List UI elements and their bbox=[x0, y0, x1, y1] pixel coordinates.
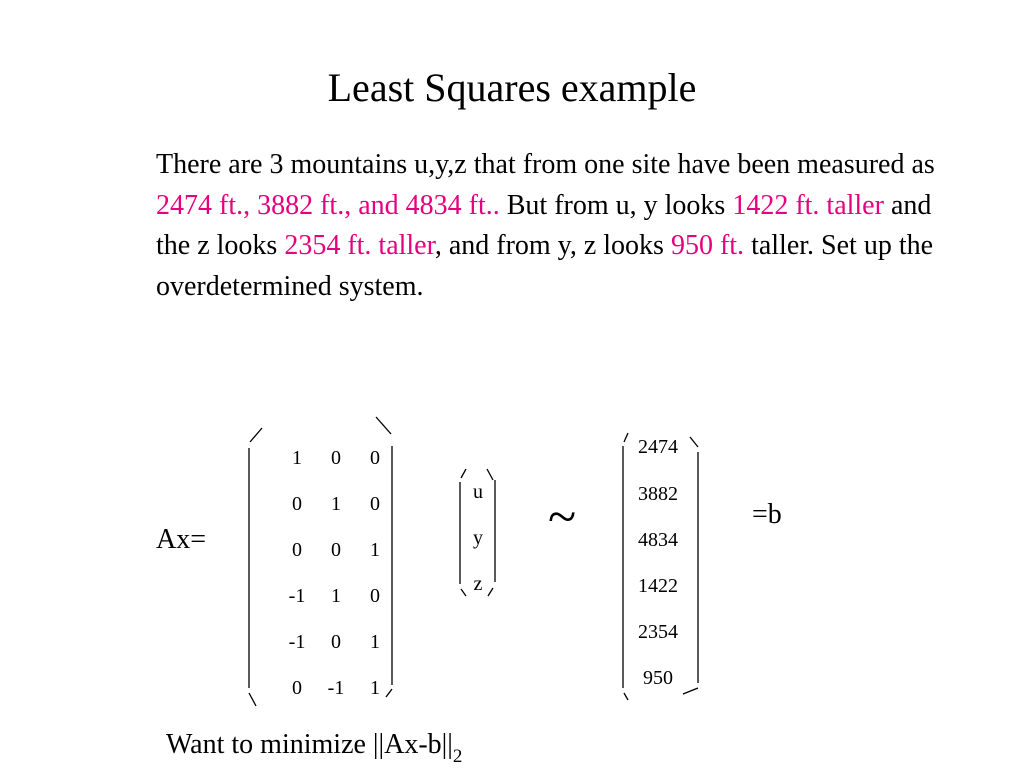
vector-b-entry: 1422 bbox=[638, 575, 678, 597]
matrix-a-left-top-hook bbox=[250, 428, 262, 442]
matrix-a-cell: 0 bbox=[370, 585, 380, 607]
matrix-a-cell: 1 bbox=[331, 493, 341, 515]
vector-b-entry: 4834 bbox=[638, 529, 678, 551]
matrix-a-cell: -1 bbox=[288, 585, 306, 607]
matrix-a-cell: -1 bbox=[327, 677, 345, 699]
norm-subscript: 2 bbox=[452, 746, 463, 767]
vector-b-entry: 950 bbox=[643, 667, 673, 689]
vector-b-left-bottom-hook bbox=[624, 693, 628, 700]
matrix-a-left-bottom-hook bbox=[249, 693, 256, 706]
matrix-a-cell: 0 bbox=[331, 447, 341, 469]
ax-label: Ax= bbox=[156, 524, 207, 555]
matrix-a-cell: 1 bbox=[292, 447, 302, 469]
vector-b-right-top-hook bbox=[690, 437, 698, 447]
highlighted-value: 2474 ft., 3882 ft., and 4834 ft.. bbox=[156, 189, 500, 221]
statement-text: and the z looks bbox=[156, 189, 932, 261]
matrix-a-cell: 0 bbox=[331, 539, 341, 561]
vector-b-entry: 3882 bbox=[638, 483, 678, 505]
vector-x-right-top-hook bbox=[487, 469, 493, 480]
matrix-a-cell: 1 bbox=[370, 677, 380, 699]
minimize-text: Want to minimize ||Ax-b|| bbox=[166, 729, 453, 760]
matrix-a-cell: 0 bbox=[370, 447, 380, 469]
statement-text: There are 3 mountains u,y,z that from one site have been measured as bbox=[156, 149, 935, 180]
matrix-a-cell: 0 bbox=[292, 539, 302, 561]
statement-text: , and from y, z looks bbox=[434, 230, 671, 261]
approx-symbol: ~ bbox=[548, 489, 577, 546]
matrix-a-right-top-hook bbox=[376, 417, 391, 434]
statement-text: But from u, y looks bbox=[499, 189, 733, 221]
vector-x-entry: z bbox=[473, 573, 483, 595]
vector-b-entry: 2354 bbox=[638, 621, 678, 643]
vector-x-left-top-hook bbox=[461, 469, 466, 478]
minimize-statement bbox=[166, 727, 462, 766]
highlighted-value: 2354 ft. taller bbox=[284, 230, 435, 261]
matrix-a-cell: 1 bbox=[370, 539, 380, 561]
matrix-a-cell: 0 bbox=[331, 631, 341, 653]
matrix-a-cell: 1 bbox=[331, 585, 341, 607]
vector-x-entry: u bbox=[473, 481, 483, 503]
matrix-a-cell: 0 bbox=[292, 493, 302, 515]
matrix-a-cell: 0 bbox=[292, 677, 302, 699]
statement-text: taller. Set up the overdetermined system. bbox=[156, 230, 934, 302]
matrix-a-cell: 0 bbox=[370, 493, 380, 515]
highlighted-value: 950 ft. bbox=[670, 230, 745, 261]
slide-title: Least Squares example bbox=[327, 65, 697, 110]
vector-x-entry: y bbox=[473, 527, 483, 549]
vector-b-entry: 2474 bbox=[638, 436, 678, 458]
highlighted-value: 1422 ft. taller bbox=[732, 189, 884, 221]
b-label: =b bbox=[752, 499, 782, 530]
matrix-a-cell: 1 bbox=[370, 631, 380, 653]
matrix-a-cell: -1 bbox=[288, 631, 306, 653]
